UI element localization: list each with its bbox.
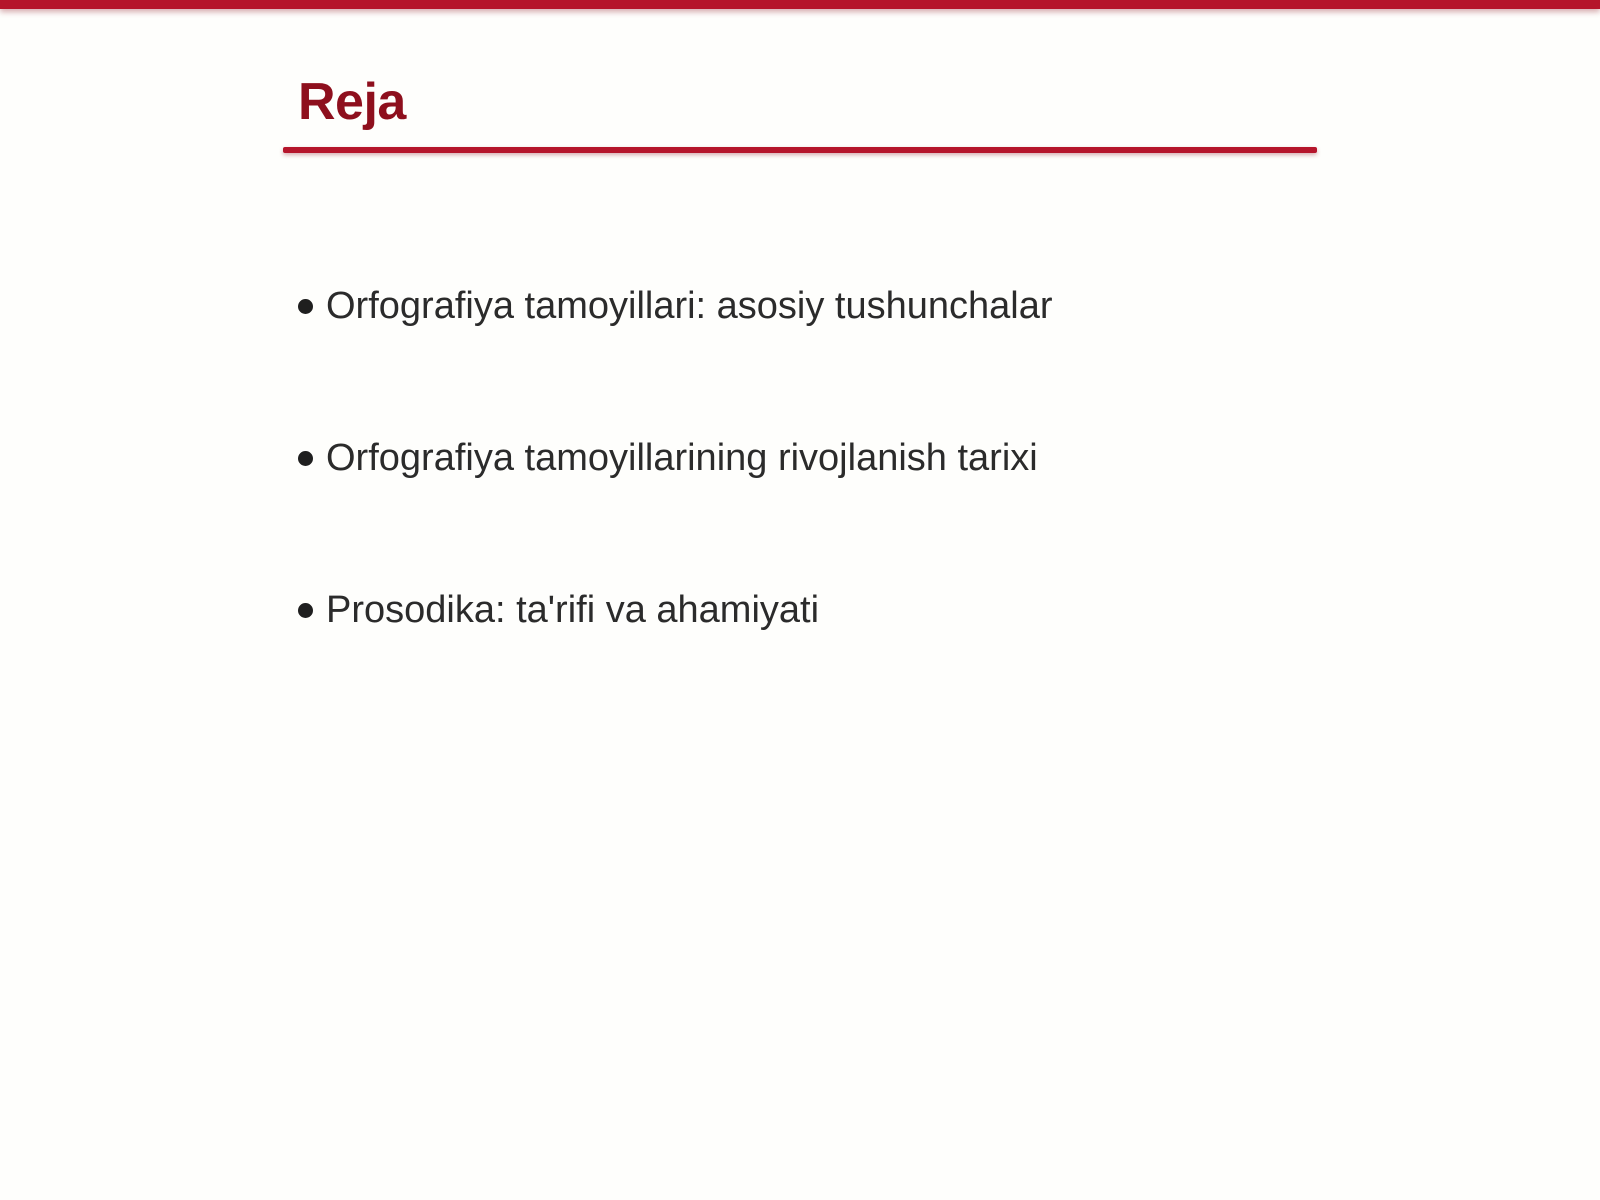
- list-item: [298, 276, 1053, 336]
- bullet-icon: [298, 603, 313, 618]
- list-item: [298, 580, 1053, 640]
- top-accent-bar: [0, 0, 1600, 9]
- bullet-text: Orfografiya tamoyillari: asosiy tushunchalar: [326, 284, 1053, 327]
- title-underline: [283, 147, 1317, 153]
- bullet-icon: [298, 299, 313, 314]
- list-item: [298, 428, 1053, 488]
- bullet-text: Prosodika: ta'rifi va ahamiyati: [326, 588, 820, 631]
- bullet-icon: [298, 451, 313, 466]
- slide-title: Reja: [298, 73, 406, 131]
- bullet-list: [298, 276, 1053, 732]
- bullet-text: Orfografiya tamoyillarining rivojlanish tarixi: [326, 436, 1038, 479]
